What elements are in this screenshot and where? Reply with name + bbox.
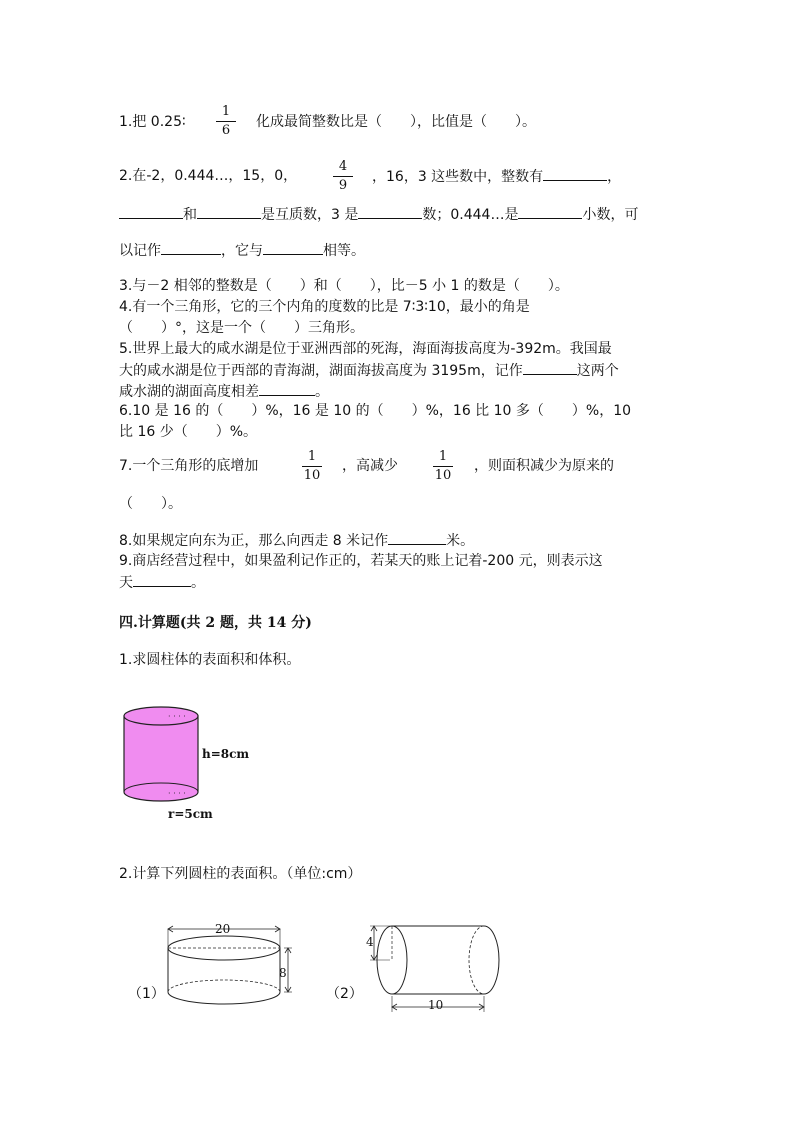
question-9-line1: 9.商店经营过程中，如果盈利记作正的，若某天的账上记着-200 元，则表示这 — [119, 553, 603, 569]
q7-a: 7.一个三角形的底增加 — [119, 458, 259, 474]
answer-blank[interactable] — [119, 204, 183, 219]
q2-line1-suffix — [372, 166, 621, 187]
fig2-bottom-dim: 10 — [428, 998, 444, 1012]
question-9-line2 — [119, 572, 205, 593]
q8-b: 米。 — [446, 533, 475, 549]
q2-fraction — [333, 159, 353, 194]
q5-l3-a: 咸水湖的湖面高度相差 — [119, 384, 259, 400]
q2-l2-a: 和 — [183, 207, 197, 223]
q2-line1-prefix: 2.在-2，0.444…，15，0， — [119, 168, 298, 184]
section-heading: 四.计算题(共 2 题，共 14 分) — [119, 615, 312, 631]
q7-frac2-den: 10 — [434, 468, 452, 483]
answer-blank[interactable] — [133, 572, 191, 587]
answer-blank[interactable] — [518, 204, 582, 219]
q2-line2 — [119, 204, 638, 225]
q7-frac1-num: 1 — [307, 449, 317, 464]
q2-frac-den: 9 — [338, 178, 348, 193]
q1-prefix: 1.把 0.25∶ — [119, 114, 186, 130]
q7-line2: （ ）。 — [119, 496, 182, 512]
q2-l3-a: 以记作 — [119, 243, 161, 259]
svg-text:· · · ·: · · · · — [168, 789, 186, 798]
svg-text:· · · ·: · · · · — [168, 712, 186, 721]
height-label: h=8cm — [202, 747, 250, 761]
answer-blank[interactable] — [543, 166, 607, 181]
question-6-line1: 6.10 是 16 的（ ）%，16 是 10 的（ ）%，16 比 10 多（ ）%，10 — [119, 403, 632, 419]
answer-blank[interactable] — [161, 240, 221, 255]
q7-c: ，则面积减少为原来的 — [474, 458, 614, 474]
question-5-line2 — [119, 360, 619, 381]
q2-line1-text: ，16，3 这些数中，整数有 — [372, 169, 544, 185]
fig1-label: （1） — [128, 986, 165, 1002]
problem-2-text: 2.计算下列圆柱的表面积。（单位:cm） — [119, 866, 362, 882]
answer-blank[interactable] — [523, 360, 577, 375]
q7-b: ，高减少 — [342, 458, 398, 474]
q2-line1-end: ， — [607, 169, 622, 185]
q7-frac2-num: 1 — [438, 449, 448, 464]
question-1 — [119, 112, 186, 132]
q1-suffix: 化成最简整数比是（ ），比值是（ ）。 — [256, 114, 536, 130]
q1-frac-den: 6 — [221, 123, 231, 138]
q5-l2-a: 大的咸水湖是位于西部的青海湖，湖面海拔高度为 3195m，记作 — [119, 363, 523, 379]
question-8 — [119, 530, 474, 551]
cylinder-body — [124, 716, 198, 801]
cylinder-top — [124, 707, 198, 725]
q2-l3-b: ，它与 — [221, 243, 263, 259]
answer-blank[interactable] — [263, 240, 323, 255]
answer-blank[interactable] — [197, 204, 261, 219]
q8-a: 8.如果规定向东为正，那么向西走 8 米记作 — [119, 533, 389, 549]
answer-blank[interactable] — [388, 530, 446, 545]
fig2-side-dim: 4 — [366, 935, 374, 949]
q2-l3-c: 相等。 — [323, 243, 365, 259]
question-4-line1: 4.有一个三角形，它的三个内角的度数的比是 7∶3∶10，最小的角是 — [119, 299, 530, 315]
fig1-top-dim: 20 — [215, 922, 231, 936]
question-3: 3.与－2 相邻的整数是（ ）和（ ），比－5 小 1 的数是（ ）。 — [119, 278, 569, 294]
question-6-line2: 比 16 少（ ）%。 — [119, 424, 258, 440]
question-5-line3 — [119, 381, 329, 402]
q2-line3 — [119, 240, 365, 261]
fig1-side-dim: 8 — [279, 966, 287, 980]
question-5-line1: 5.世界上最大的咸水湖是位于亚洲西部的死海，海面海拔高度为-392m。我国最 — [119, 341, 612, 357]
q7-frac1-den: 10 — [303, 468, 321, 483]
q2-l2-d: 小数，可 — [582, 207, 639, 223]
q7-fraction-2 — [433, 449, 453, 484]
q2-l2-c: 数；0.444…是 — [422, 207, 519, 223]
q5-l3-b: 。 — [315, 384, 329, 400]
q9-l2-a: 天 — [119, 575, 133, 591]
q1-frac-num: 1 — [221, 104, 231, 119]
q2-l2-b: 是互质数，3 是 — [261, 207, 359, 223]
q1-fraction — [216, 104, 236, 139]
problem-1-text: 1.求圆柱体的表面积和体积。 — [119, 652, 301, 668]
q9-l2-b: 。 — [191, 575, 205, 591]
fig2-label: （2） — [326, 986, 363, 1002]
q2-frac-num: 4 — [338, 159, 348, 174]
question-4-line2: （ ）°，这是一个（ ）三角形。 — [119, 320, 364, 336]
q7-fraction-1 — [302, 449, 322, 484]
q5-l2-b: 这两个 — [576, 363, 619, 379]
radius-label: r=5cm — [168, 807, 213, 821]
answer-blank[interactable] — [358, 204, 422, 219]
answer-blank[interactable] — [259, 381, 315, 396]
